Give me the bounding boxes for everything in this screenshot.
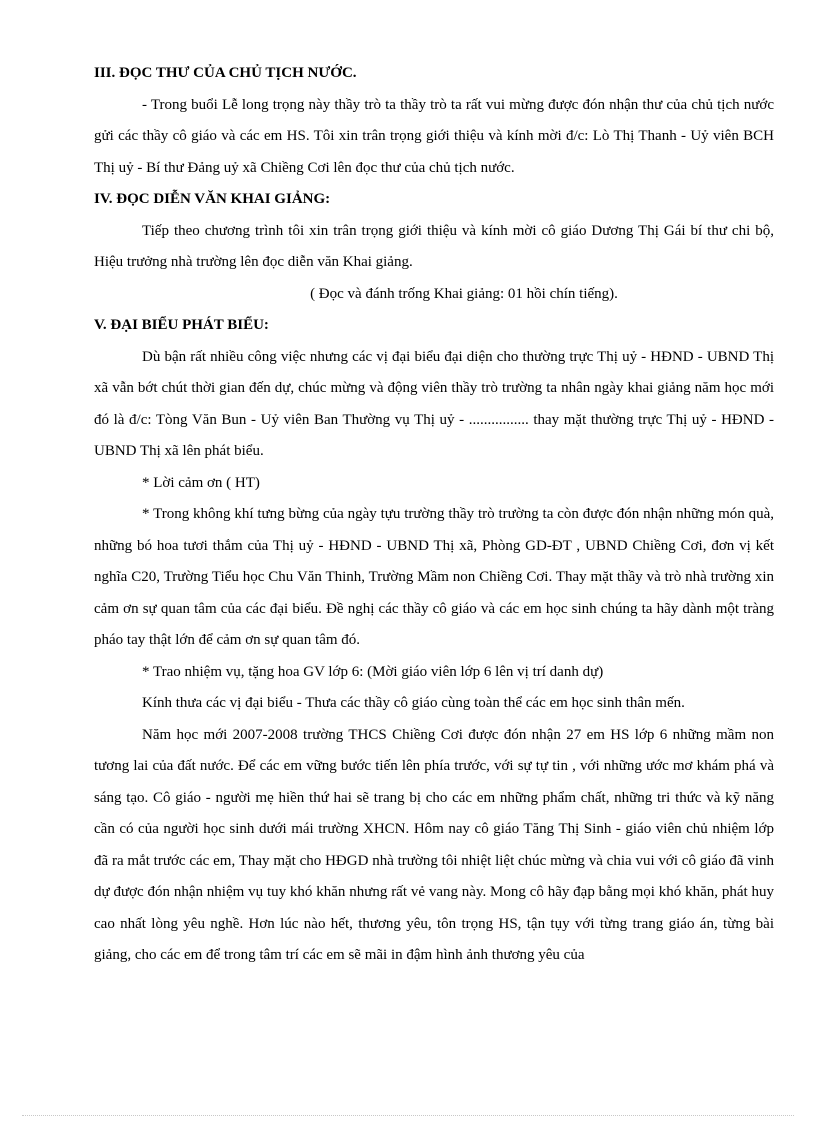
- page-bottom-divider: [22, 1115, 794, 1116]
- paragraph-dien-van: Tiếp theo chương trình tôi xin trân trọng giới thiệu và kính mời cô giáo Dương Thị Gái bí thư chi bộ, Hiệu trưởng nhà trường lên đọc diễn văn Khai giảng.: [94, 222, 774, 270]
- section-heading-dai-bieu: V. ĐẠI BIỂU PHÁT BIỂU:: [94, 317, 269, 333]
- document-page: [94, 58, 774, 972]
- paragraph-nam-hoc-moi: Năm học mới 2007-2008 trường THCS Chiềng Cơi được đón nhận 27 em HS lớp 6 những mầm non tương lai của đất nước. Để các em vững bước tiến lên phía trước, với sự tự tin , với những ước mơ khám phá và sáng tạo. Cô giáo - người mẹ hiền thứ hai sẽ trang bị cho các em những phẩm chất, những tri thức và kỹ năng cần có của người học sinh dưới mái trường XHCN. Hôm nay cô giáo Tăng Thị Sinh - giáo viên chủ nhiệm lớp đã ra mắt trước các em, Thay mặt cho HĐGD nhà trường tôi nhiệt liệt chúc mừng và chia vui với cô giáo đã vinh dự được đón nhận nhiệm vụ tuy khó khăn nhưng rất vẻ vang này. Mong cô hãy đạp bằng mọi khó khăn, phát huy cao nhất lòng yêu nghề. Hơn lúc nào hết, thương yêu, tôn trọng HS, tận tụy với từng trang giáo án, từng bài giảng, cho các em để trong tâm trí các em sẽ mãi in đậm hình ảnh thương yêu của: [94, 726, 774, 963]
- paragraph-doc-thu: - Trong buổi Lễ long trọng này thầy trò ta thầy trò ta rất vui mừng được đón nhận thư của chủ tịch nước gửi các thầy cô giáo và các em HS. Tôi xin trân trọng giới thiệu và kính mời đ/c: Lò Thị Thanh - Uỷ viên BCH Thị uỷ - Bí thư Đảng uỷ xã Chiềng Cơi lên đọc thư của chủ tịch nước.: [94, 96, 774, 176]
- section-heading-doc-thu: III. ĐỌC THƯ CỦA CHỦ TỊCH NƯỚC.: [94, 65, 357, 81]
- section-heading-dien-van: IV. ĐỌC DIỄN VĂN KHAI GIẢNG:: [94, 191, 331, 207]
- paragraph-kinh-thua: Kính thưa các vị đại biểu - Thưa các thầy cô giáo cùng toàn thể các em học sinh thân mến.: [142, 695, 685, 711]
- note-trong-khai-giang: ( Đọc và đánh trống Khai giảng: 01 hồi chín tiếng).: [310, 285, 618, 302]
- paragraph-dai-bieu: Dù bận rất nhiều công việc nhưng các vị đại biểu đại diện cho thường trực Thị uỷ - HĐND - UBND Thị xã vẫn bớt chút thời gian đến dự, chúc mừng và động viên thầy trò trường ta nhân ngày khai giảng năm học mới đó là đ/c: Tòng Văn Bun - Uỷ viên Ban Thường vụ Thị uỷ - ................ thay mặt thường trực Thị uỷ - HĐND - UBND Thị xã lên phát biểu.: [94, 348, 774, 459]
- paragraph-loi-cam-on: * Lời cảm ơn ( HT): [142, 474, 260, 491]
- paragraph-cam-on-qua: * Trong không khí tưng bừng của ngày tựu trường thầy trò trường ta còn được đón nhận những món quà, những bó hoa tươi thắm của Thị uỷ - HĐND - UBND Thị xã, Phòng GD-ĐT , UBND Chiềng Cơi, đơn vị kết nghĩa C20, Trường Tiểu học Chu Văn Thinh, Trường Mầm non Chiềng Cơi. Thay mặt thầy và trò nhà trường xin cảm ơn sự quan tâm của các đại biểu. Đề nghị các thầy cô giáo và các em học sinh chúng ta hãy dành một tràng pháo tay thật lớn để cảm ơn sự quan tâm đó.: [94, 506, 774, 648]
- paragraph-trao-nhiem-vu: * Trao nhiệm vụ, tặng hoa GV lớp 6: (Mời giáo viên lớp 6 lên vị trí danh dự): [142, 663, 604, 680]
